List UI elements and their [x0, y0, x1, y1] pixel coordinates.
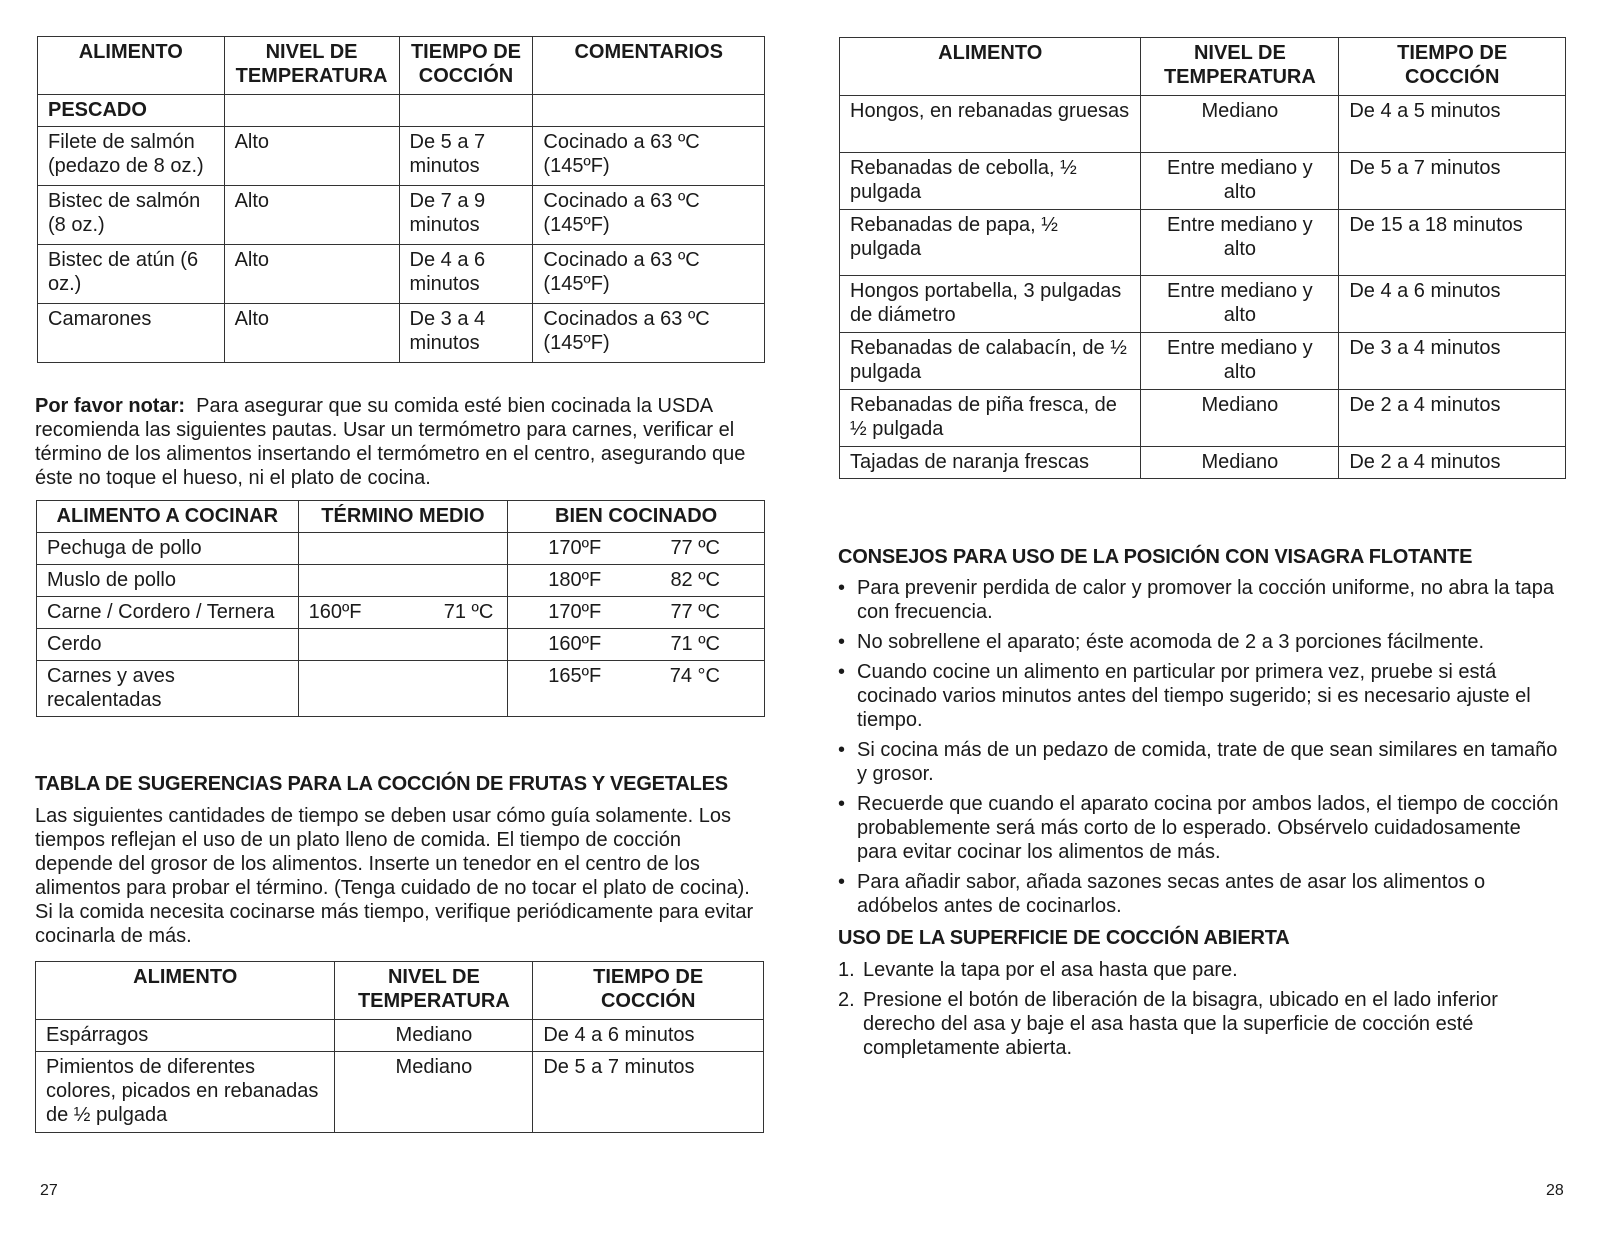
page-number: 28 [1546, 1182, 1564, 1199]
table-row [38, 186, 765, 245]
fish-temp: Alto [224, 245, 399, 304]
veg-time: De 15 a 18 minutos [1339, 210, 1566, 276]
medium-c: 71 ºC [443, 601, 494, 623]
doneness-header-medium: TÉRMINO MEDIO [298, 501, 508, 533]
doneness-food: Carne / Cordero / Ternera [37, 597, 299, 629]
fish-temp: Alto [224, 186, 399, 245]
well-f: 160ºF [548, 633, 602, 655]
list-item: • Para añadir sabor, añada sazones secas antes de asar los alimentos o adóbelos antes de cocinarlos. [838, 870, 1563, 918]
veg-header-time: TIEMPO DE COCCIÓN [1339, 38, 1566, 96]
veg-food: Tajadas de naranja frescas [840, 447, 1141, 479]
fish-food: Bistec de atún (6 oz.) [38, 245, 225, 304]
veg-time: De 4 a 6 minutos [1339, 276, 1566, 333]
doneness-food: Muslo de pollo [37, 565, 299, 597]
list-item: • Recuerde que cuando el aparato cocina por ambos lados, el tiempo de cocción probablemente será más corto de lo esperado. Obsérvelo cuidadosamente para evitar cocinar los alimentos de más. [838, 792, 1563, 864]
fish-time: De 7 a 9 minutos [399, 186, 533, 245]
veg-time: De 4 a 5 minutos [1339, 96, 1566, 153]
table-row [37, 533, 765, 565]
fish-header-temp: NIVEL DE TEMPERATURA [224, 37, 399, 95]
list-item [838, 988, 1538, 1060]
veg-time: De 3 a 4 minutos [1339, 333, 1566, 390]
fish-header-time: TIEMPO DE COCCIÓN [399, 37, 533, 95]
veg-heading: TABLA DE SUGERENCIAS PARA LA COCCIÓN DE FRUTAS Y VEGETALES [35, 773, 728, 795]
well-f: 170ºF [548, 601, 602, 623]
veg-food: Espárragos [36, 1020, 335, 1052]
well-f: 170ºF [548, 537, 602, 559]
table-row [840, 447, 1566, 479]
table-row [840, 153, 1566, 210]
fish-comment: Cocinado a 63 ºC (145ºF) [533, 186, 765, 245]
veg-header-temp: NIVEL DE TEMPERATURA [1141, 38, 1339, 96]
well-c: 77 ºC [670, 601, 720, 623]
well-c: 77 ºC [670, 537, 720, 559]
right-page [800, 0, 1600, 1237]
veg-header-temp: NIVEL DE TEMPERATURA [335, 962, 533, 1020]
doneness-food: Pechuga de pollo [37, 533, 299, 565]
fish-temp: Alto [224, 127, 399, 186]
well-f: 165ºF [548, 665, 602, 687]
tips-list [838, 576, 1563, 924]
table-row [38, 245, 765, 304]
medium-f: 160ºF [308, 601, 362, 623]
veg-food: Rebanadas de cebolla, ½ pulgada [840, 153, 1141, 210]
step-number: 1. [838, 959, 855, 981]
veg-temp: Mediano [335, 1052, 533, 1133]
step-number: 2. [838, 989, 855, 1011]
veg-temp: Entre mediano y alto [1141, 333, 1339, 390]
veg-temp: Mediano [1141, 390, 1339, 447]
doneness-food: Carnes y aves recalentadas [37, 661, 299, 717]
fish-time: De 3 a 4 minutos [399, 304, 533, 363]
veg-temp: Entre mediano y alto [1141, 153, 1339, 210]
step-text: Levante la tapa por el asa hasta que pare. [863, 959, 1238, 981]
table-row [840, 333, 1566, 390]
table-row [38, 127, 765, 186]
fish-time: De 4 a 6 minutos [399, 245, 533, 304]
table-row [37, 565, 765, 597]
veg-food: Rebanadas de calabacín, de ½ pulgada [840, 333, 1141, 390]
fish-food: Camarones [38, 304, 225, 363]
tips-heading: CONSEJOS PARA USO DE LA POSICIÓN CON VISAGRA FLOTANTE [838, 546, 1473, 568]
veg-temp: Entre mediano y alto [1141, 276, 1339, 333]
table-row [840, 210, 1566, 276]
veg-header-food: ALIMENTO [840, 38, 1141, 96]
doneness-table [36, 500, 765, 717]
list-item: • Si cocina más de un pedazo de comida, trate de que sean similares en tamaño y grosor. [838, 738, 1563, 786]
veg-food: Pimientos de diferentes colores, picados en rebanadas de ½ pulgada [36, 1052, 335, 1133]
veg-time: De 5 a 7 minutos [1339, 153, 1566, 210]
fish-header-food: ALIMENTO [38, 37, 225, 95]
table-row [840, 276, 1566, 333]
veg-food: Rebanadas de papa, ½ pulgada [840, 210, 1141, 276]
fish-comment: Cocinados a 63 ºC (145ºF) [533, 304, 765, 363]
table-row [38, 304, 765, 363]
doneness-header-well: BIEN COCINADO [508, 501, 765, 533]
fish-temp: Alto [224, 304, 399, 363]
fish-comment: Cocinado a 63 ºC (145ºF) [533, 245, 765, 304]
veg-header-time: TIEMPO DE COCCIÓN [533, 962, 764, 1020]
veg-food: Rebanadas de piña fresca, de ½ pulgada [840, 390, 1141, 447]
veg-food: Hongos portabella, 3 pulgadas de diámetro [840, 276, 1141, 333]
veg-time: De 4 a 6 minutos [533, 1020, 764, 1052]
table-row [840, 96, 1566, 153]
veg-header-food: ALIMENTO [36, 962, 335, 1020]
note-label: Por favor notar: [35, 395, 186, 417]
fish-section-label: PESCADO [38, 95, 225, 127]
note-text: Para asegurar que su comida esté bien cocinada la USDA recomienda las siguientes pautas. Usar un termómetro para carnes, verificar el término de los alimentos insertando el termómetro en el centro, asegurando que éste no toque el hueso, ni el plato de cocina. [35, 395, 746, 489]
fish-table [37, 36, 765, 363]
veg-food: Hongos, en rebanadas gruesas [840, 96, 1141, 153]
table-row [37, 629, 765, 661]
list-item [838, 958, 1538, 982]
well-c: 82 ºC [670, 569, 720, 591]
doneness-food: Cerdo [37, 629, 299, 661]
veg-temp: Entre mediano y alto [1141, 210, 1339, 276]
list-item: • Para prevenir perdida de calor y promover la cocción uniforme, no abra la tapa con frecuencia. [838, 576, 1563, 624]
fish-food: Filete de salmón (pedazo de 8 oz.) [38, 127, 225, 186]
list-item: • Cuando cocine un alimento en particular por primera vez, pruebe si está cocinado varios minutos antes del tiempo sugerido; si es necesario ajuste el tiempo. [838, 660, 1563, 732]
open-surface-heading: USO DE LA SUPERFICIE DE COCCIÓN ABIERTA [838, 927, 1290, 949]
doneness-header-food: ALIMENTO A COCINAR [37, 501, 299, 533]
veg-temp: Mediano [335, 1020, 533, 1052]
fish-header-comments: COMENTARIOS [533, 37, 765, 95]
list-item: • No sobrellene el aparato; éste acomoda de 2 a 3 porciones fácilmente. [838, 630, 1563, 654]
well-f: 180ºF [548, 569, 602, 591]
veg-temp: Mediano [1141, 447, 1339, 479]
fish-food: Bistec de salmón (8 oz.) [38, 186, 225, 245]
fish-time: De 5 a 7 minutos [399, 127, 533, 186]
usda-note [35, 394, 755, 490]
veg-time: De 2 a 4 minutos [1339, 447, 1566, 479]
fish-comment: Cocinado a 63 ºC (145ºF) [533, 127, 765, 186]
veg-time: De 5 a 7 minutos [533, 1052, 764, 1133]
table-row [36, 1020, 764, 1052]
step-text: Presione el botón de liberación de la bisagra, ubicado en el lado inferior derecho del asa y baje el asa hasta que la superficie de cocción esté completamente abierta. [863, 989, 1498, 1059]
table-row [840, 390, 1566, 447]
veg-temp: Mediano [1141, 96, 1339, 153]
table-row [36, 1052, 764, 1133]
veg-intro: Las siguientes cantidades de tiempo se deben usar cómo guía solamente. Los tiempos reflejan el uso de un plato lleno de comida. El tiempo de cocción depende del grosor de los alimentos. Inserte un tenedor en el centro de los alimentos para probar el término. (Tenga cuidado de no tocar el plato de cocina). Si la comida necesita cocinarse más tiempo, verifique periódicamente para evitar cocinarla de más. [35, 805, 754, 947]
table-row [37, 597, 765, 629]
open-surface-steps [838, 958, 1538, 1066]
well-c: 71 ºC [670, 633, 720, 655]
veg-table-left [35, 961, 764, 1133]
veg-table-right [839, 37, 1566, 479]
table-row [37, 661, 765, 717]
page-number: 27 [40, 1182, 58, 1199]
well-c: 74 °C [669, 665, 720, 687]
veg-time: De 2 a 4 minutos [1339, 390, 1566, 447]
